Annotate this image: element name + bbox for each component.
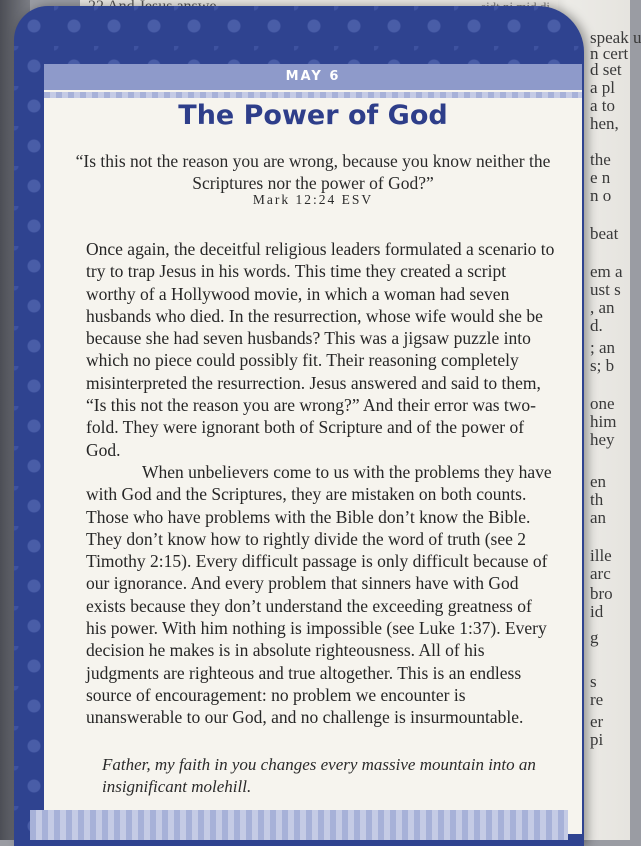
bg-text-line: en (590, 472, 607, 491)
body-paragraph: Once again, the deceitful religious leaders formulated a scenario to try to trap Jesus in his words. This time they created a script worthy of a Hollywood movie, in which a woman had seven husbands who died. In the resurrection, whose wife would she be because she had seven husbands? This was a jigsaw puzzle into which no piece could possibly fit. Their reasoning completely misinterpreted the resurrection. Jesus answered and said to them, “Is this not the reason you are wrong?” And their error was two-fold. They were ignorant both of Scripture and of the power of God. (86, 239, 555, 460)
bg-text-line: bro (590, 584, 613, 603)
bg-text-line: speak u (590, 28, 641, 47)
banner-rule (44, 92, 582, 98)
bg-text-line: beat (590, 224, 619, 243)
bg-text-line: s (590, 672, 597, 691)
bg-text-line: a pl (590, 78, 616, 97)
bg-text-line: ille (590, 546, 612, 565)
bg-text-line: re (590, 690, 604, 709)
bg-text-line: the (590, 150, 611, 169)
bg-text-line: d. (590, 316, 603, 335)
bg-text-line: one (590, 394, 615, 413)
bg-text-line: hey (590, 430, 615, 449)
bg-text-line: em a (590, 262, 623, 281)
bg-text-line: him (590, 412, 617, 431)
scripture-quote: “Is this not the reason you are wrong, because you know neither the Scriptures nor the power of God?” (75, 151, 551, 193)
bg-text-line: n cert (590, 44, 629, 63)
bg-text-line: s; b (590, 356, 615, 375)
scripture-reference: Mark 12:24 ESV (252, 192, 374, 207)
bg-text-line: a to (590, 96, 616, 115)
bg-text-line: pi (590, 730, 604, 749)
devotional-page (44, 64, 582, 834)
bg-text-line: er (590, 712, 604, 731)
bg-text-line: hen, (590, 114, 619, 133)
devotional-body (86, 238, 556, 729)
bg-text-line: , an (590, 298, 615, 317)
bg-text-line: e n (590, 168, 611, 187)
bg-text-line: ust s (590, 280, 621, 299)
body-paragraph: When unbelievers come to us with the problems they have with God and the Scriptures, they are mistaken on both counts. Those who have problems with the Bible don’t know the Bible. They don’t know how to rightly divide the word of truth (see 2 Timothy 2:15). Every difficult passage is only difficult because of our ignorance. And every problem that sinners have with God exists because they don’t understand the exceeding greatness of his power. With him nothing is impossible (see Luke 1:37). Every decision he makes is in absolute righteousness. All of his judgments are righteous and true altogether. This is an endless source of encouragement: no problem we encounter is unanswerable to our God, and no challenge is insurmountable. (86, 461, 552, 728)
bg-text-line: d set (590, 60, 622, 79)
bg-text-line: ; an (590, 338, 616, 357)
bg-text-line: th (590, 490, 604, 509)
bg-text-line: an (590, 508, 607, 527)
closing-prayer: Father, my faith in you changes every massive mountain into an insignificant molehill. (102, 755, 536, 796)
bg-text-line: arc (590, 564, 611, 583)
bg-text-line: id (590, 602, 604, 621)
bg-text-line: g (590, 628, 599, 647)
bottom-border-band (30, 810, 568, 840)
page-date: MAY 6 (285, 69, 341, 84)
page-title: The Power of God (178, 100, 448, 131)
bg-text-line: n o (590, 186, 612, 205)
devotional-book-cover (14, 6, 584, 846)
